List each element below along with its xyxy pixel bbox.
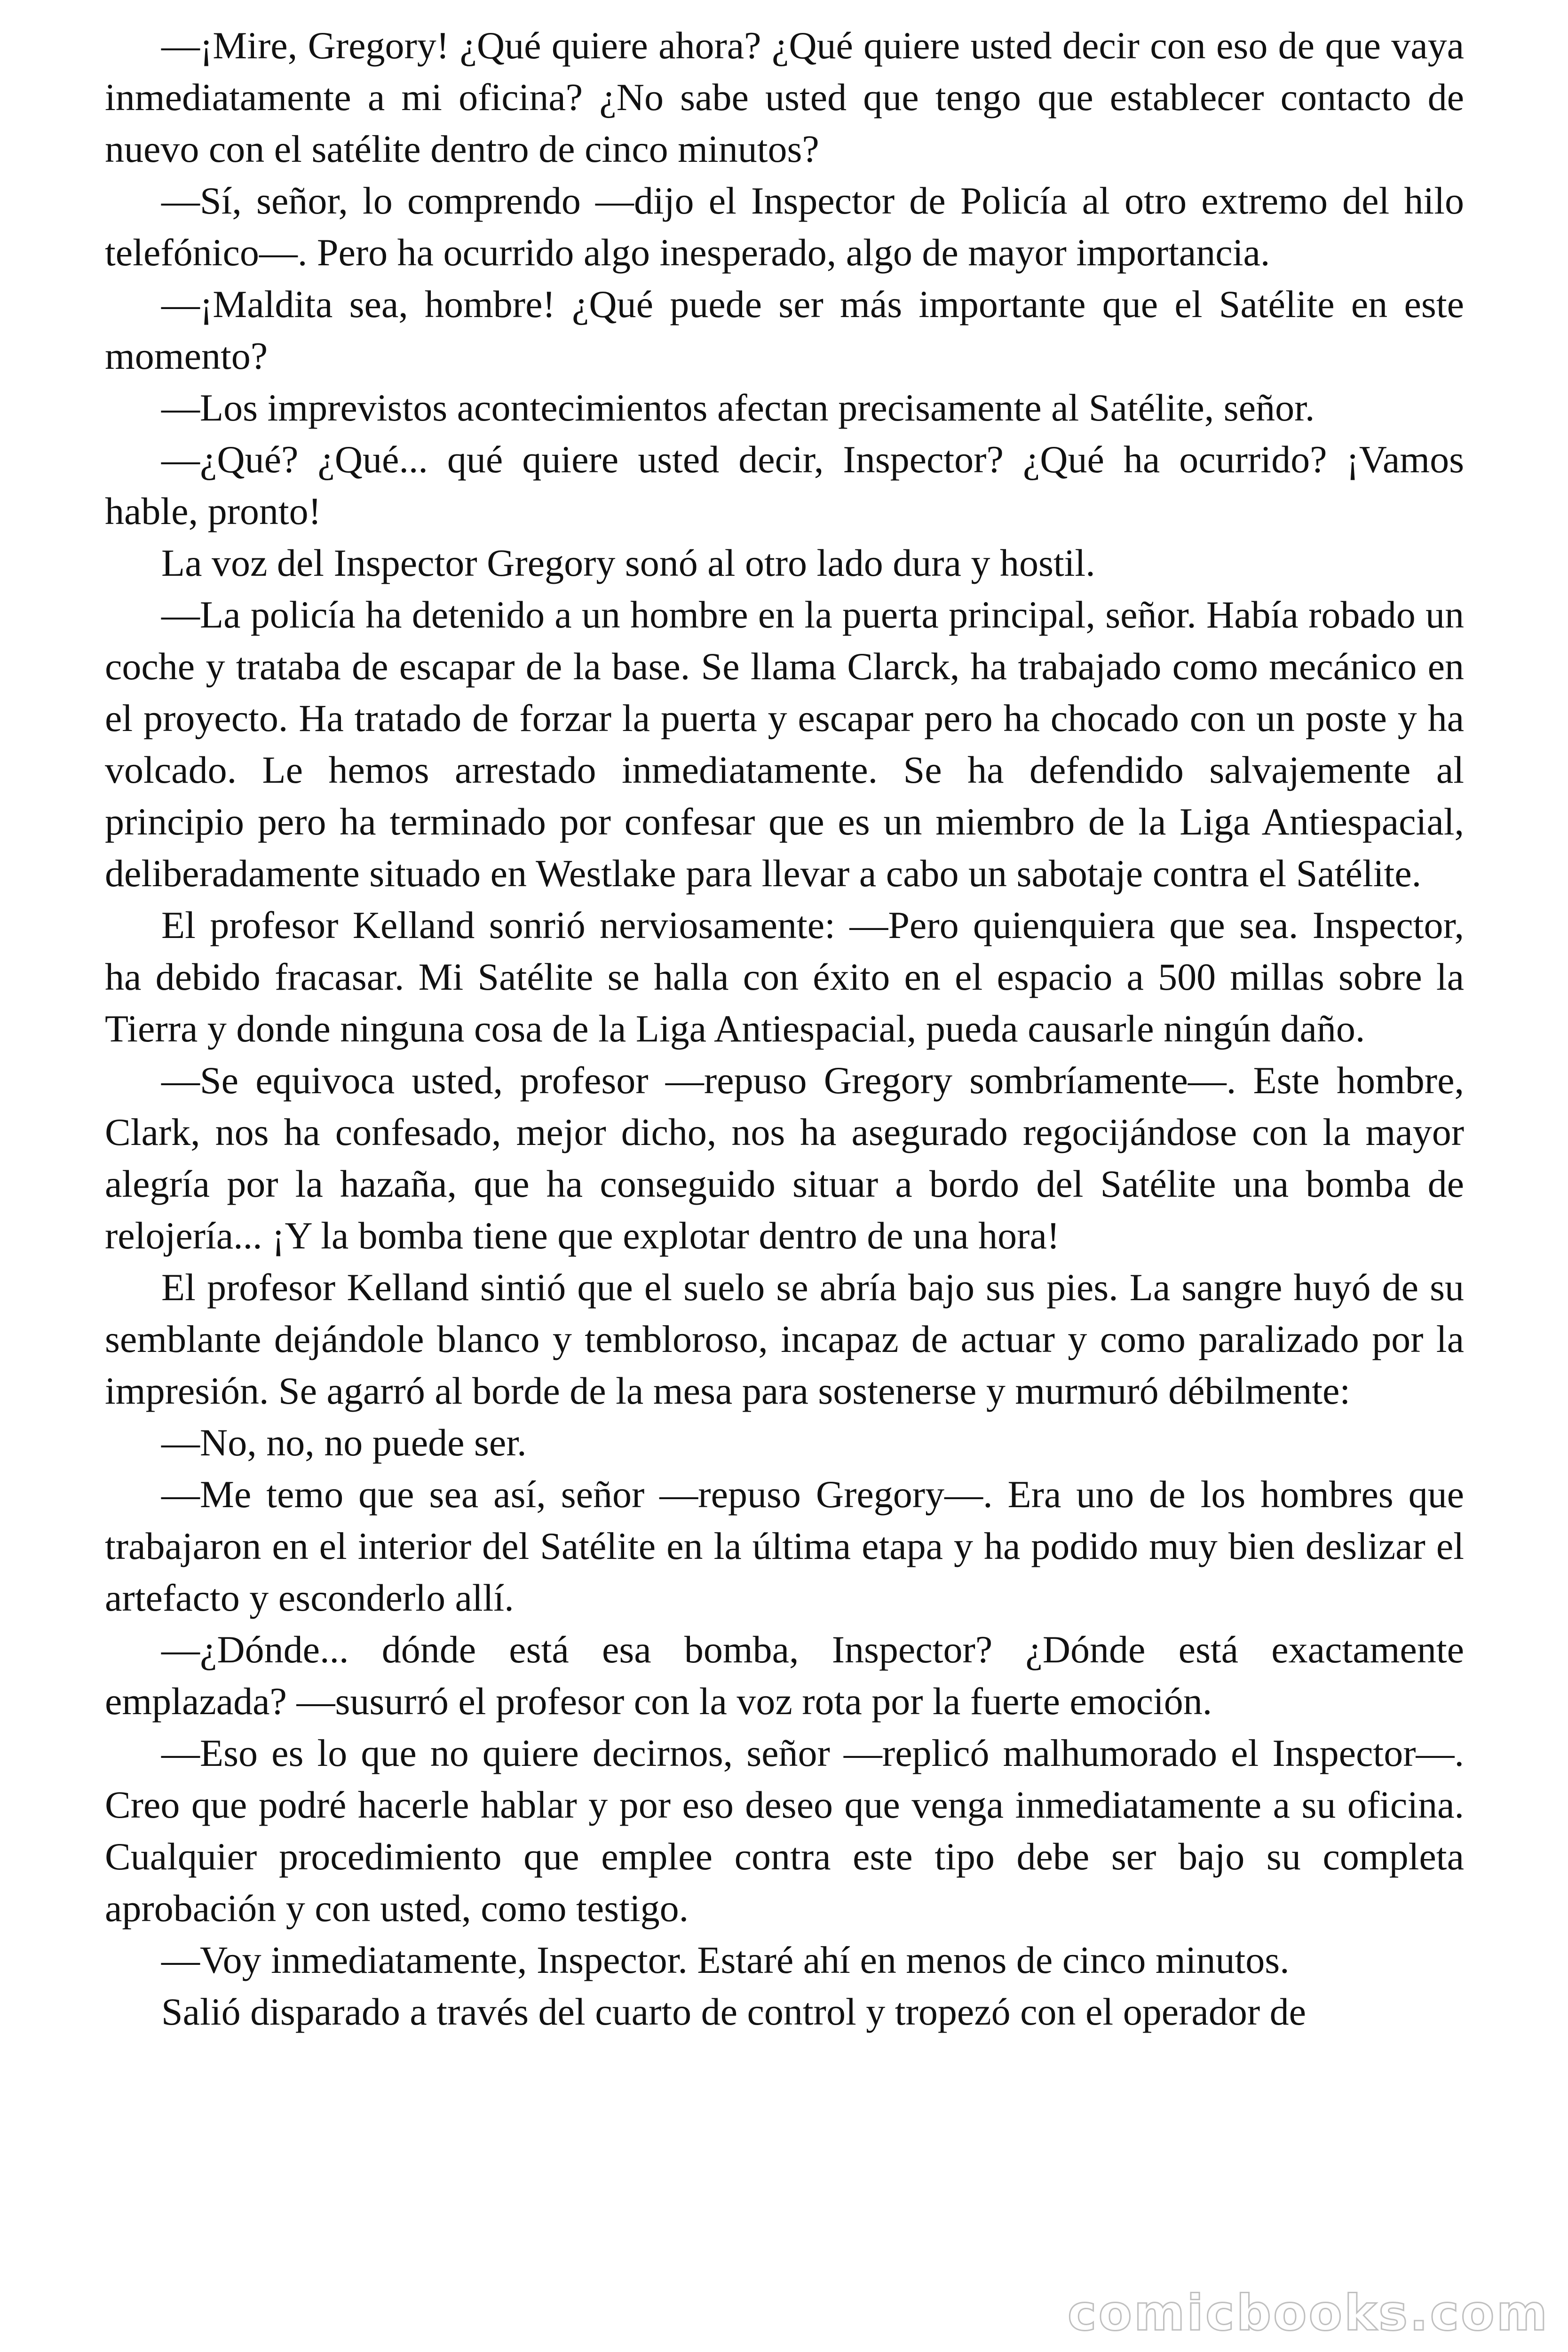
watermark: comicbooks.com <box>1067 2284 1549 2342</box>
paragraph-9: —Se equivoca usted, profesor —repuso Gregory sombríamente—. Este hombre, Clark, nos ha confesado, mejor dicho, nos ha asegurado regocijándose con la mayor alegría por la hazaña, que ha conseguido situar a bordo del Satélite una bomba de relojería... ¡Y la bomba tiene que explotar dentro de una hora! <box>105 1059 1464 1257</box>
paragraph-3: —¡Maldita sea, hombre! ¿Qué puede ser más importante que el Satélite en este momento? <box>105 283 1464 377</box>
paragraph-2: —Sí, señor, lo comprendo —dijo el Inspector de Policía al otro extremo del hilo telefónico—. Pero ha ocurrido algo inesperado, algo de mayor importancia. <box>105 179 1464 274</box>
page-text <box>105 20 1464 2038</box>
paragraph-11: —No, no, no puede ser. <box>161 1421 527 1464</box>
paragraph-10: El profesor Kelland sintió que el suelo se abría bajo sus pies. La sangre huyó de su semblante dejándole blanco y tembloroso, incapaz de actuar y como paralizado por la impresión. Se agarró al borde de la mesa para sostenerse y murmuró débilmente: <box>105 1266 1464 1412</box>
paragraph-8: El profesor Kelland sonrió nerviosamente: —Pero quienquiera que sea. Inspector, ha debido fracasar. Mi Satélite se halla con éxito en el espacio a 500 millas sobre la Tierra y donde ninguna cosa de la Liga Antiespacial, pueda causarle ningún daño. <box>105 904 1464 1050</box>
paragraph-14: —Eso es lo que no quiere decirnos, señor —replicó malhumorado el Inspector—. Creo que podré hacerle hablar y por eso deseo que venga inmediatamente a su oficina. Cualquier procedimiento que emplee contra este tipo debe ser bajo su completa aprobación y con usted, como testigo. <box>105 1732 1464 1930</box>
paragraph-7: —La policía ha detenido a un hombre en la puerta principal, señor. Había robado un coche y trataba de escapar de la base. Se llama Clarck, ha trabajado como mecánico en el proyecto. Ha tratado de forzar la puerta y escapar pero ha chocado con un poste y ha volcado. Le hemos arrestado inmediatamente. Se ha defendido salvajemente al principio pero ha terminado por confesar que es un miembro de la Liga Antiespacial, deliberadamente situado en Westlake para llevar a cabo un sabotaje contra el Satélite. <box>105 593 1464 895</box>
paragraph-16: Salió disparado a través del cuarto de control y tropezó con el operador de <box>161 1990 1307 2033</box>
paragraph-12: —Me temo que sea así, señor —repuso Gregory—. Era uno de los hombres que trabajaron en el interior del Satélite en la última etapa y ha podido muy bien deslizar el artefacto y esconderlo allí. <box>105 1473 1464 1619</box>
paragraph-15: —Voy inmediatamente, Inspector. Estaré ahí en menos de cinco minutos. <box>161 1939 1290 1981</box>
paragraph-4: —Los imprevistos acontecimientos afectan precisamente al Satélite, señor. <box>161 386 1315 429</box>
paragraph-13: —¿Dónde... dónde está esa bomba, Inspector? ¿Dónde está exactamente emplazada? —susurró el profesor con la voz rota por la fuerte emoción. <box>105 1628 1464 1723</box>
paragraph-1: —¡Mire, Gregory! ¿Qué quiere ahora? ¿Qué quiere usted decir con eso de que vaya inmediatamente a mi oficina? ¿No sabe usted que tengo que establecer contacto de nuevo con el satélite dentro de cinco minutos? <box>105 24 1464 170</box>
paragraph-6: La voz del Inspector Gregory sonó al otro lado dura y hostil. <box>161 541 1095 584</box>
paragraph-5: —¿Qué? ¿Qué... qué quiere usted decir, Inspector? ¿Qué ha ocurrido? ¡Vamos hable, pronto! <box>105 438 1464 532</box>
